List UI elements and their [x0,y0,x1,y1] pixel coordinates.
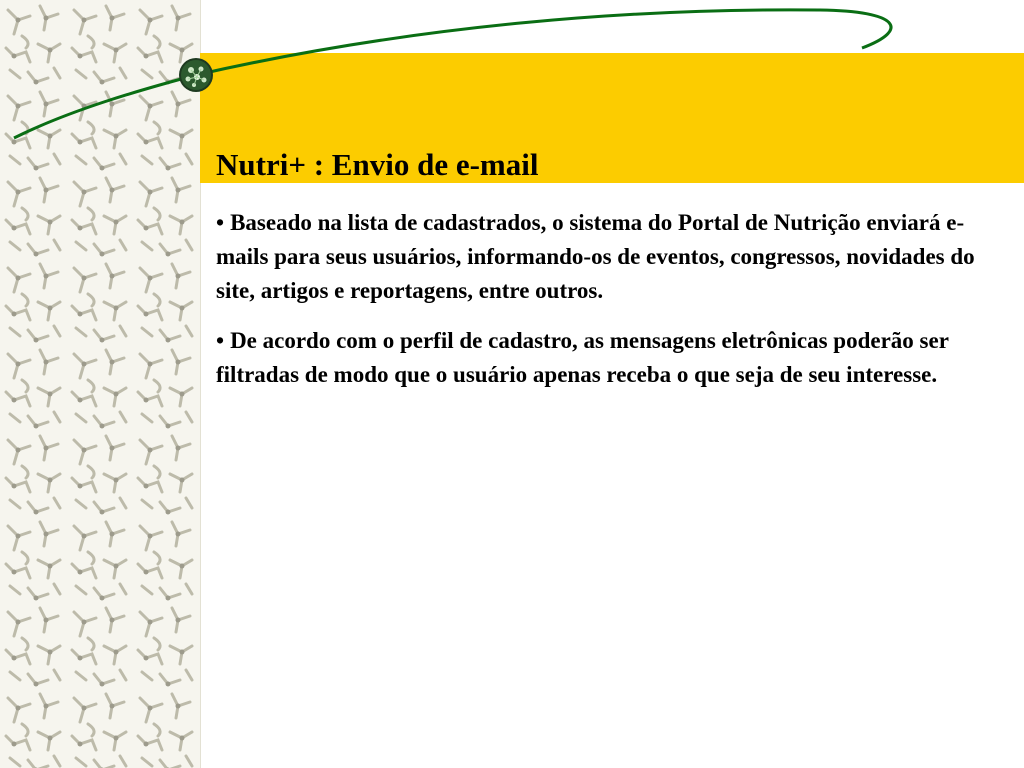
molecule-pattern [0,0,200,768]
side-pattern [0,0,201,768]
bullet-text: Baseado na lista de cadastrados, o sistema do Portal de Nutrição enviará e-mails para seus usuários, informando-os de eventos, congressos, novidades do site, artigos e reportagens, entre outros. [216,210,975,303]
bullet-text: De acordo com o perfil de cadastro, as mensagens eletrônicas poderão ser filtradas de modo que o usuário apenas receba o que seja de seu interesse. [216,328,949,387]
list-item [216,206,1006,308]
slide-title: Nutri+ : Envio de e-mail [216,147,539,182]
list-item [216,324,1006,392]
bullet-marker: • [216,210,225,235]
bullet-list [216,206,1006,408]
bullet-marker: • [216,328,225,353]
